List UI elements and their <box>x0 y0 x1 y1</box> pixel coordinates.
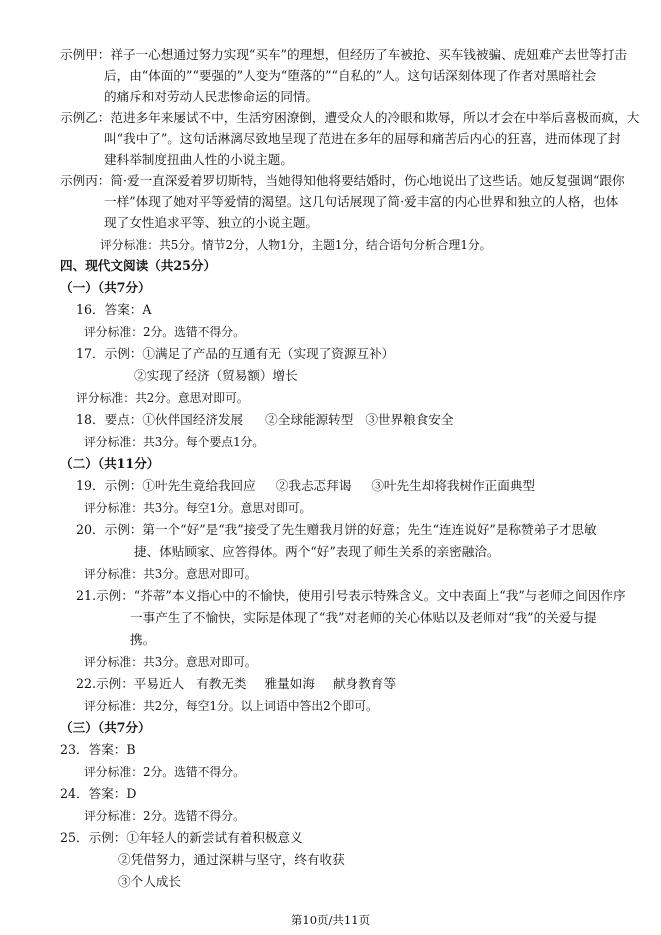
example-bing-line-2: 一样”体现了她对平等爱情的渴望。这几句话展现了简·爱丰富的内心世界和独立的人格，也体 <box>104 194 619 209</box>
q19-point-3: ③叶先生却将我树作正面典型 <box>371 478 536 493</box>
part3-heading: （三）（共7分） <box>60 720 151 735</box>
q17-score: 评分标准：共2分。意思对即可。 <box>76 391 249 405</box>
q21-line-2: 一事产生了不愉快，实际是体现了“我”对老师的关心体贴以及老师对“我”的关爱与提 <box>130 610 597 625</box>
page-number-footer: 第10页/共11页 <box>290 913 371 927</box>
q21-line-3: 携。 <box>130 632 156 647</box>
q19-line <box>76 478 535 494</box>
examples-score-criteria: 评分标准：共5分。情节2分，人物1分，主题1分，结合语句分析合理1分。 <box>100 238 492 252</box>
q19-point-2: ②我忐忑拜谒 <box>275 478 352 493</box>
q19-score: 评分标准：共3分。每空1分。意思对即可。 <box>84 501 312 515</box>
q25-line-2: ②凭借努力，通过深耕与坚守，终有收获 <box>118 852 345 867</box>
part2-heading: （二）（共11分） <box>60 456 160 471</box>
q22-word-3: 雅量如海 <box>264 676 315 691</box>
example-jia-line-3: 的痛斥和对劳动人民悲惨命运的同情。 <box>104 89 319 104</box>
q22-word-2: 有教无类 <box>196 676 247 691</box>
example-bing-line-1: 示例丙：简·爱一直深爱着罗切斯特，当她得知他将要结婚时，伤心地说出了这些话。她反复强调“跟你 <box>60 173 625 188</box>
q18-line <box>76 412 453 428</box>
section4-heading: 四、现代文阅读（共25分） <box>60 258 217 273</box>
example-yi-line-3: 建科举制度扭曲人性的小说主题。 <box>104 152 293 167</box>
q24-score: 评分标准：2分。选错不得分。 <box>84 809 245 823</box>
q17-line-1: 17．示例：①满足了产品的互通有无（实现了资源互补） <box>76 346 395 361</box>
q25-line-1: 25．示例：①年轻人的新尝试有着积极意义 <box>60 830 303 845</box>
example-jia-line-1: 示例甲：祥子一心想通过努力实现“买车”的理想，但经历了车被抢、买车钱被骗、虎妞难产去世等打击 <box>60 47 628 62</box>
example-yi-line-2: 叫“我中了”。这句话淋漓尽致地呈现了范进在多年的屈辱和痛苦后内心的狂喜，进而体现了封 <box>104 131 621 146</box>
example-bing-line-3: 现了女性追求平等、独立的小说主题。 <box>104 215 319 230</box>
q22-score: 评分标准：共2分，每空1分。以上词语中答出2个即可。 <box>84 699 378 713</box>
q20-line-2: 捷、体贴顾家、应答得体。两个“好”表现了师生关系的亲密融洽。 <box>134 544 500 559</box>
q22-word-4: 献身教育等 <box>332 676 396 691</box>
q16-score: 评分标准：2分。选错不得分。 <box>84 325 245 339</box>
q23-answer: 23．答案：B <box>60 742 136 757</box>
q23-score: 评分标准：2分。选错不得分。 <box>84 765 245 779</box>
q25-line-3: ③个人成长 <box>118 874 181 889</box>
q16-answer: 16．答案：A <box>76 302 152 317</box>
q18-point-3: ③世界粮食安全 <box>365 412 454 427</box>
q17-line-2: ②实现了经济（贸易额）增长 <box>134 368 298 383</box>
example-yi-line-1: 示例乙：范进多年来屡试不中，生活穷困潦倒，遭受众人的冷眼和欺辱，所以才会在中举后喜极而疯，大 <box>60 110 640 125</box>
part1-heading: （一）（共7分） <box>60 280 151 295</box>
q21-score: 评分标准：共3分。意思对即可。 <box>84 655 257 669</box>
q21-line-1: 21.示例：“芥蒂”本义指心中的不愉快，使用引号表示特殊含义。文中表面上“我”与老师之间因作序 <box>76 588 626 603</box>
q22-line <box>76 676 396 692</box>
q20-score: 评分标准：共3分。意思对即可。 <box>84 567 257 581</box>
q20-line-1: 20．示例：第一个“好”是“我”接受了先生赠我月饼的好意；先生“连连说好”是称赞弟子才思敏 <box>76 522 597 537</box>
q18-point-1: 18．要点：①伙伴国经济发展 <box>76 412 244 427</box>
q24-answer: 24．答案：D <box>60 786 137 801</box>
example-jia-line-2: 后，由“体面的”“要强的”人变为“堕落的”“自私的”人。这句话深刻体现了作者对黑暗社会 <box>104 68 597 83</box>
q22-word-1: 22.示例：平易近人 <box>76 676 185 691</box>
q18-point-2: ②全球能源转型 <box>265 412 354 427</box>
q18-score: 评分标准：共3分。每个要点1分。 <box>84 435 265 449</box>
q19-point-1: 19．示例：①叶先生竟给我回应 <box>76 478 256 493</box>
